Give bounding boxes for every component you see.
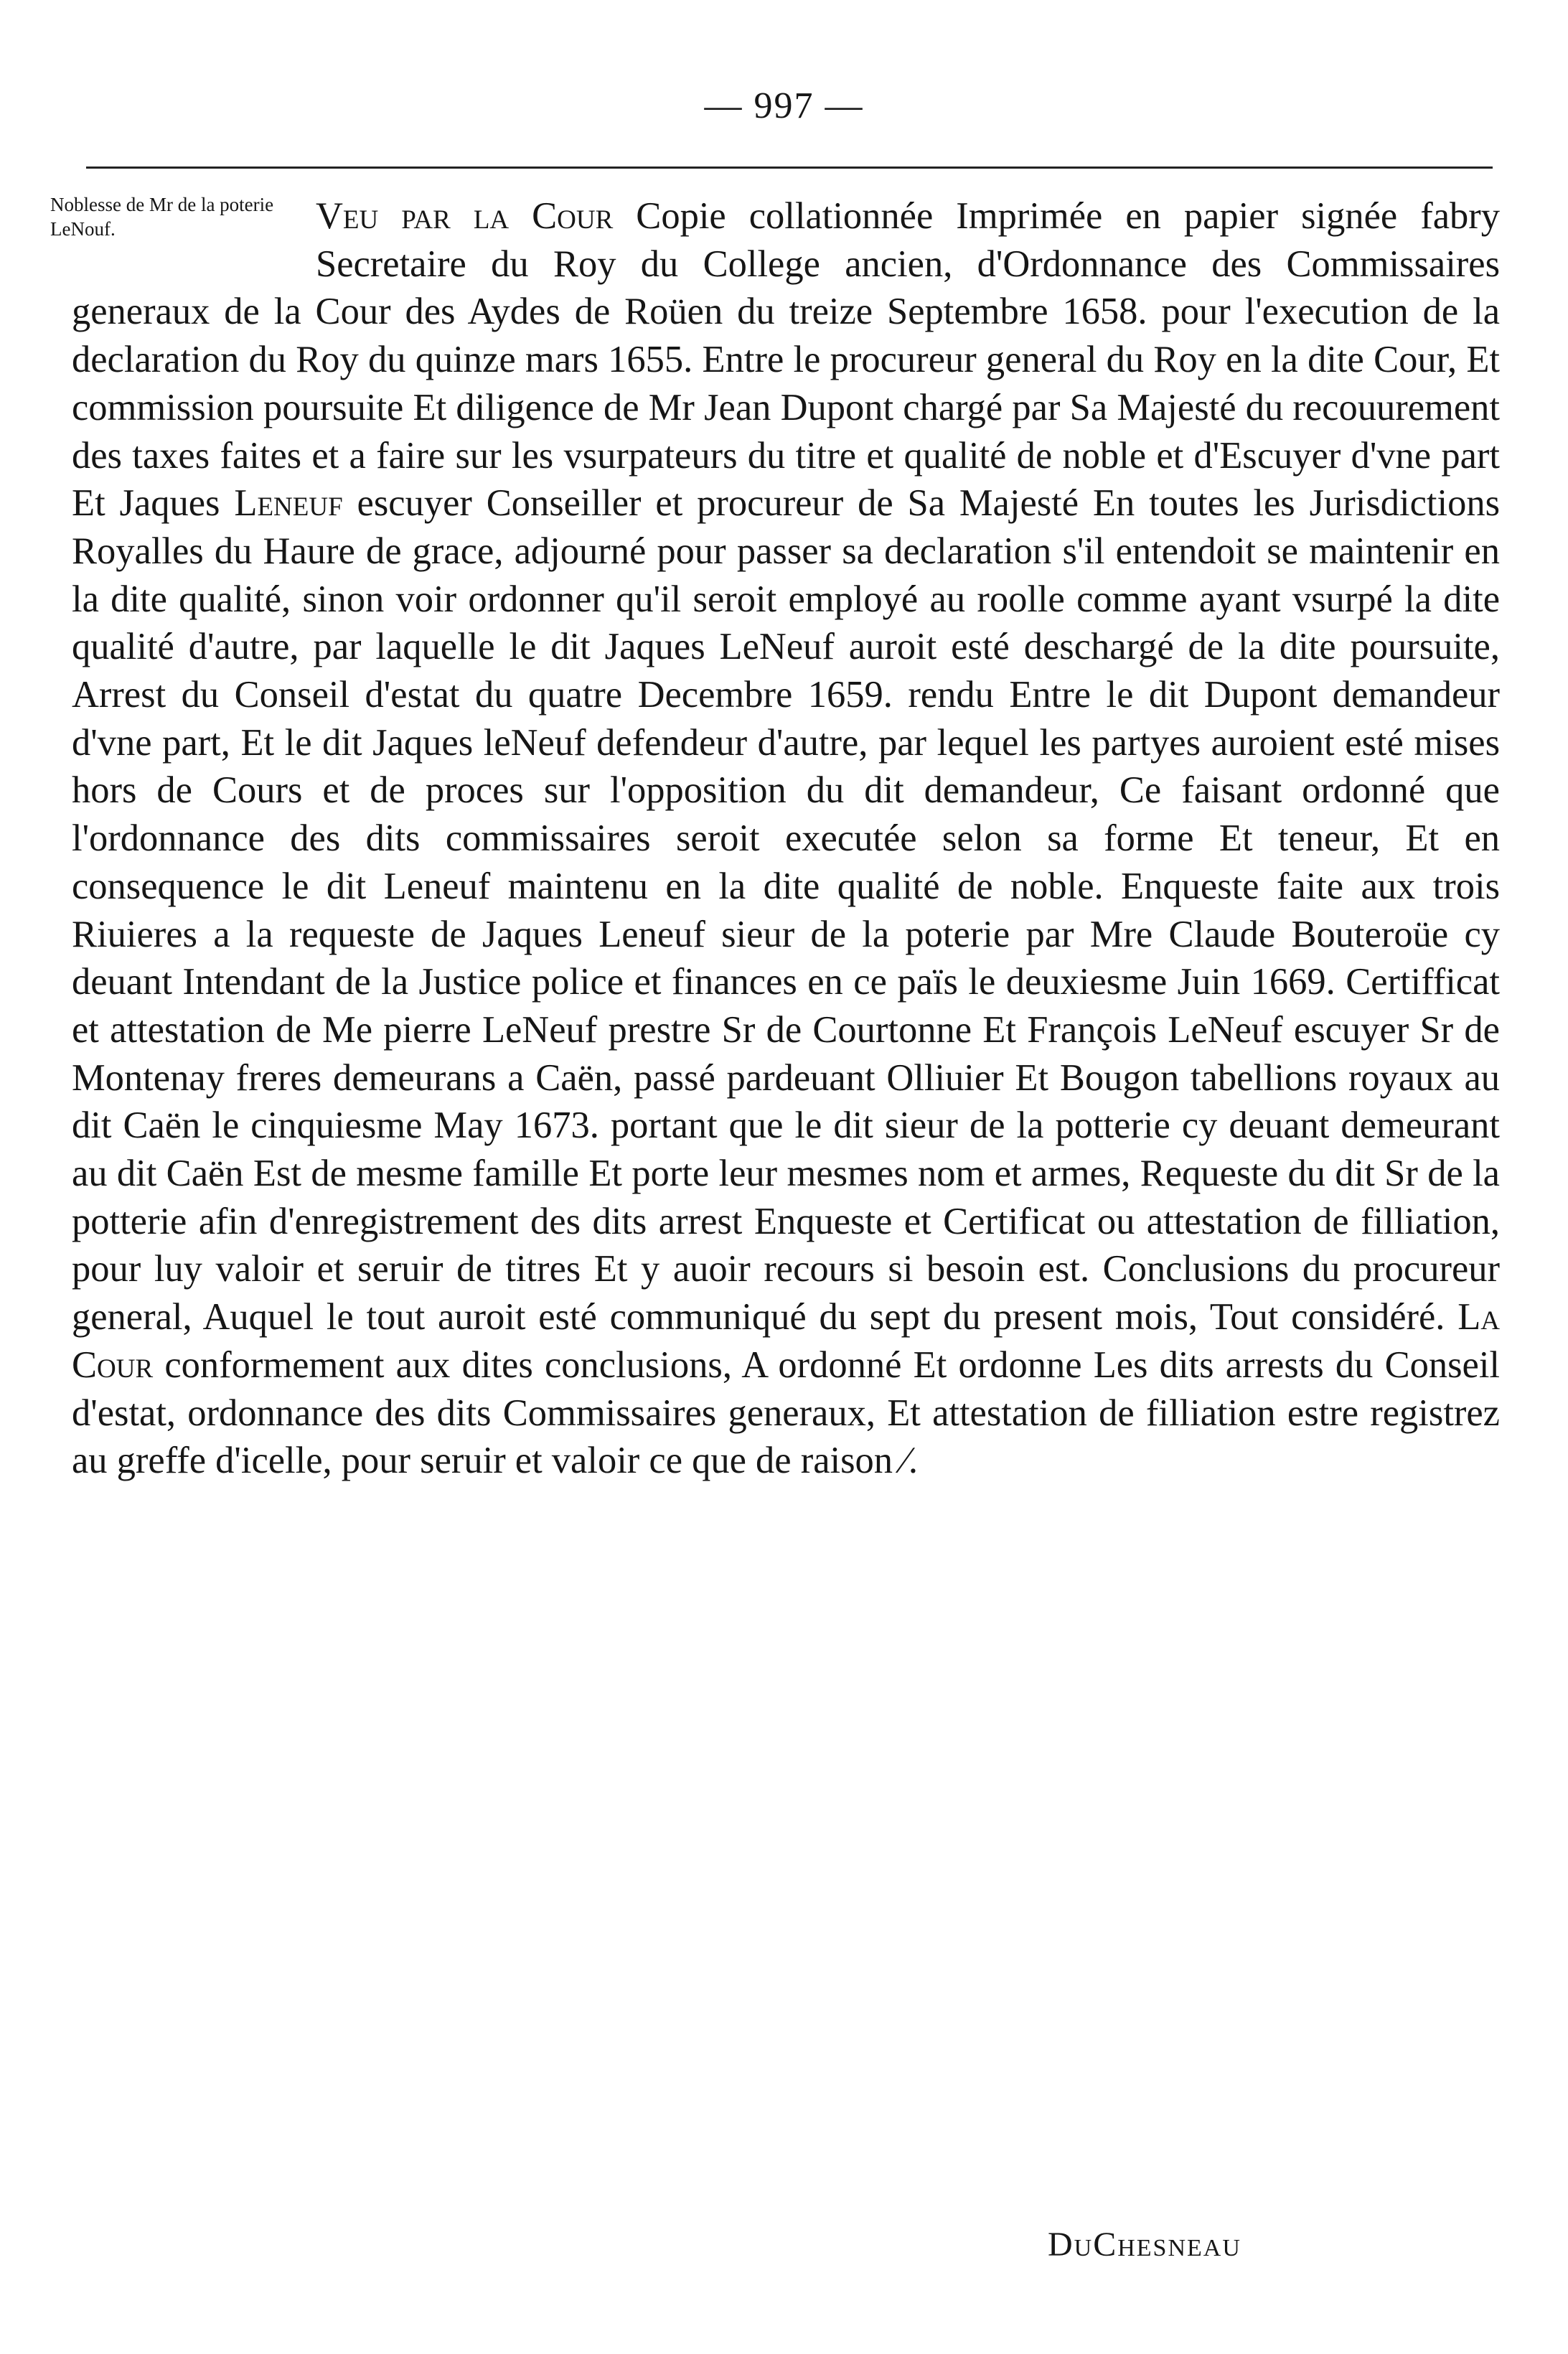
marginal-note: Noblesse de Mr de la poterie LeNouf. [50, 194, 274, 240]
body-part-3: conformement aux dites conclusions, A ordonné Et ordonne Les dits arrests du Conseil d'estat, ordonnance des dits Commissaires generaux, Et attestation de filliation estre registrez au greffe d'icelle, pour seruir et valoir ce que de raison ⁄. [72, 1344, 1500, 1482]
signature: DuChesneau [1048, 2226, 1241, 2264]
body-part-2: escuyer Conseiller et procureur de Sa Majesté En toutes les Jurisdictions Royalles du Haure de grace, adjourné pour passer sa declaration s'il entendoit se maintenir en la dite qualité, sinon voir ordonner qu'il seroit employé au roolle comme ayant vsurpé la dite qualité d'autre, par laquelle le dit Jaques LeNeuf auroit esté deschargé de la dite poursuite, Arrest du Conseil d'estat du quatre Decembre 1659. rendu Entre le dit Dupont demandeur d'vne part, Et le dit Jaques leNeuf defendeur d'autre, par lequel les partyes auroient esté mises hors de Cours et de proces sur l'opposition du dit demandeur, Ce faisant ordonné que l'ordonnance des dits commissaires seroit executée selon sa forme Et teneur, Et en consequence le dit Leneuf maintenu en la dite qualité de noble. Enqueste faite aux trois Riuieres a la requeste de Jaques Leneuf sieur de la poterie par Mre Claude Bouteroüe cy deuant Intendant de la Justice police et finances en ce païs le deuxiesme Juin 1669. Certifficat et attestation de Me pierre LeNeuf prestre Sr de Courtonne Et François LeNeuf escuyer Sr de Montenay freres demeurans a Caën, passé pardeuant Olliuier Et Bougon tabellions royaux au dit Caën le cinquiesme May 1673. portant que le dit sieur de la potterie cy deuant demeurant au dit Caën Est de mesme famille Et porte leur mesmes nom et armes, Requeste du dit Sr de la potterie afin d'enregistrement des dits arrest Enqueste et Certificat ou attestation de filliation, pour luy valoir et seruir de titres Et y auoir recours si besoin est. Conclusions du procureur general, Auquel le tout auroit esté communiqué du sept du present mois, Tout considéré. [72, 482, 1501, 1338]
name-smallcaps: Leneuf [234, 482, 343, 525]
page-number: — 997 — [704, 85, 864, 126]
marginal-spacer [72, 192, 316, 283]
body-text [72, 192, 1500, 1485]
la-cour-smallcaps: La Cour [72, 1296, 1500, 1386]
body-part-1: Copie collationnée Imprimée en papier signée fabry Secretaire du Roy du College ancien, d'Ordonnance des Commissaires generaux de la Cour des Aydes de Roüen du treize Septembre 1658. pour l'execution de la declaration du Roy du quinze mars 1655. Entre le procureur general du Roy en la dite Cour, Et commission poursuite Et diligence de Mr Jean Dupont chargé par Sa Majesté du recouurement des taxes faites et a faire sur les vsurpateurs du titre et qualité de noble et d'Escuyer d'vne part Et Jaques [72, 195, 1500, 525]
header-rule [86, 167, 1493, 169]
opening-smallcaps: Veu par la Cour [316, 195, 614, 237]
